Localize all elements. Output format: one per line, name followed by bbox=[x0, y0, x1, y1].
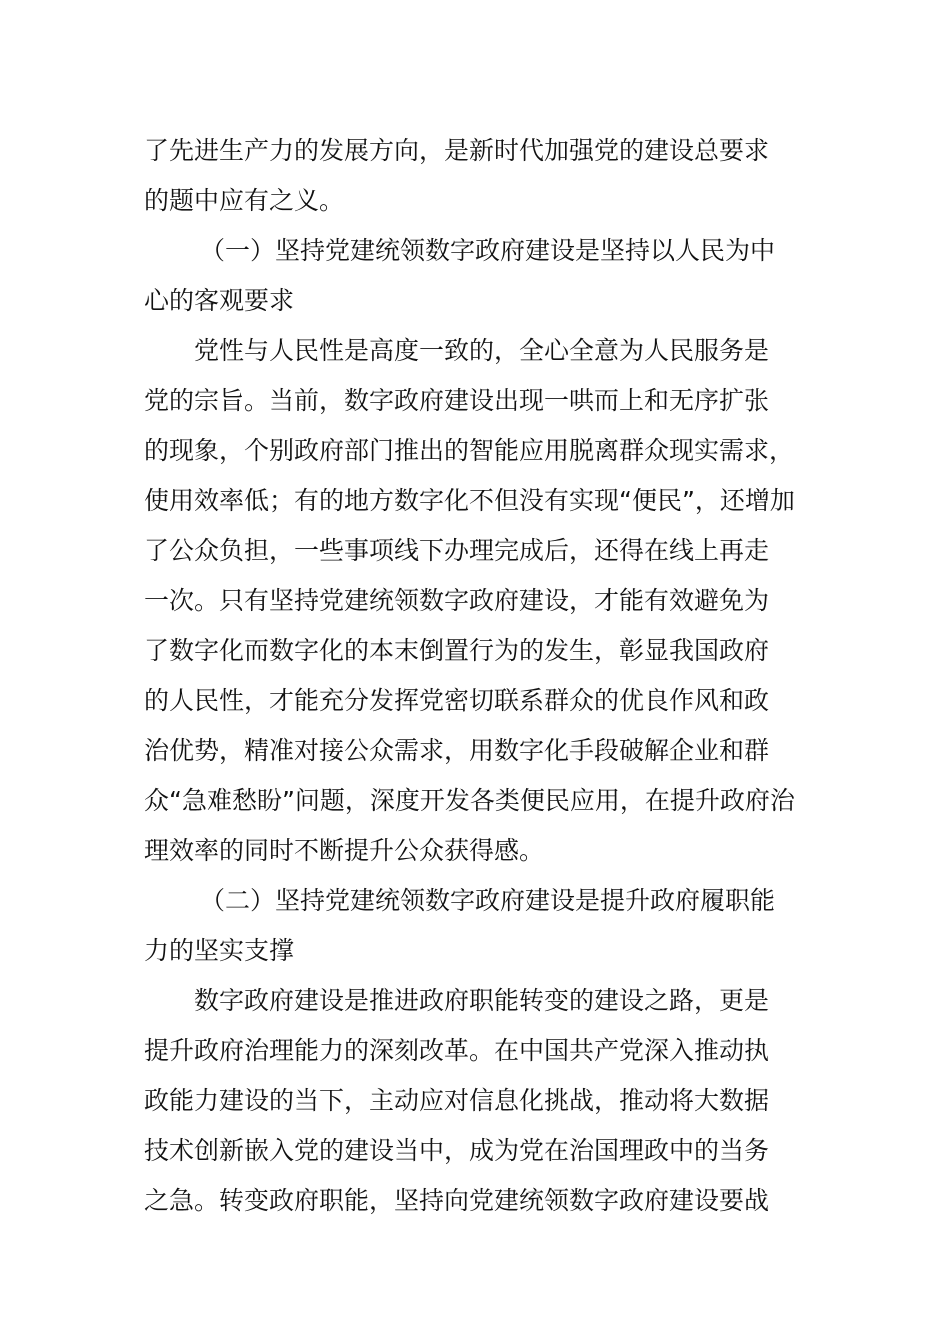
paragraph-start: 党性与人民性是高度一致的，全心全意为人民服务是 bbox=[194, 336, 770, 365]
section-heading-2: （二）坚持党建统领数字政府建设是提升政府履职能 bbox=[200, 886, 776, 915]
paragraph-start: 数字政府建设是推进政府职能转变的建设之路，更是 bbox=[194, 986, 770, 1015]
text-line: 之急。转变政府职能，坚持向党建统领数字政府建设要战 bbox=[144, 1186, 770, 1215]
text-line: 使用效率低；有的地方数字化不但没有实现“便民”，还增加 bbox=[144, 486, 795, 515]
text-line: 政能力建设的当下，主动应对信息化挑战，推动将大数据 bbox=[144, 1086, 770, 1115]
section-heading-1-cont: 心的客观要求 bbox=[144, 286, 295, 315]
text-line: 一次。只有坚持党建统领数字政府建设，才能有效避免为 bbox=[144, 586, 770, 615]
text-line: 技术创新嵌入党的建设当中，成为党在治国理政中的当务 bbox=[144, 1136, 770, 1165]
text-line: 了先进生产力的发展方向，是新时代加强党的建设总要求 bbox=[144, 136, 770, 165]
text-line: 了公众负担，一些事项线下办理完成后，还得在线上再走 bbox=[144, 536, 770, 565]
text-line: 提升政府治理能力的深刻改革。在中国共产党深入推动执 bbox=[144, 1036, 770, 1065]
body-text bbox=[144, 126, 814, 1226]
text-line: 的题中应有之义。 bbox=[144, 186, 345, 215]
text-line: 党的宗旨。当前，数字政府建设出现一哄而上和无序扩张 bbox=[144, 386, 770, 415]
text-line: 了数字化而数字化的本末倒置行为的发生，彰显我国政府 bbox=[144, 636, 770, 665]
text-line: 的人民性，才能充分发挥党密切联系群众的优良作风和政 bbox=[144, 686, 770, 715]
text-line: 理效率的同时不断提升公众获得感。 bbox=[144, 836, 545, 865]
text-line: 治优势，精准对接公众需求，用数字化手段破解企业和群 bbox=[144, 736, 770, 765]
section-heading-2-cont: 力的坚实支撑 bbox=[144, 936, 295, 965]
text-line: 众“急难愁盼”问题，深度开发各类便民应用，在提升政府治 bbox=[144, 786, 795, 815]
section-heading-1: （一）坚持党建统领数字政府建设是坚持以人民为中 bbox=[200, 236, 776, 265]
text-line: 的现象，个别政府部门推出的智能应用脱离群众现实需求， bbox=[144, 436, 795, 465]
